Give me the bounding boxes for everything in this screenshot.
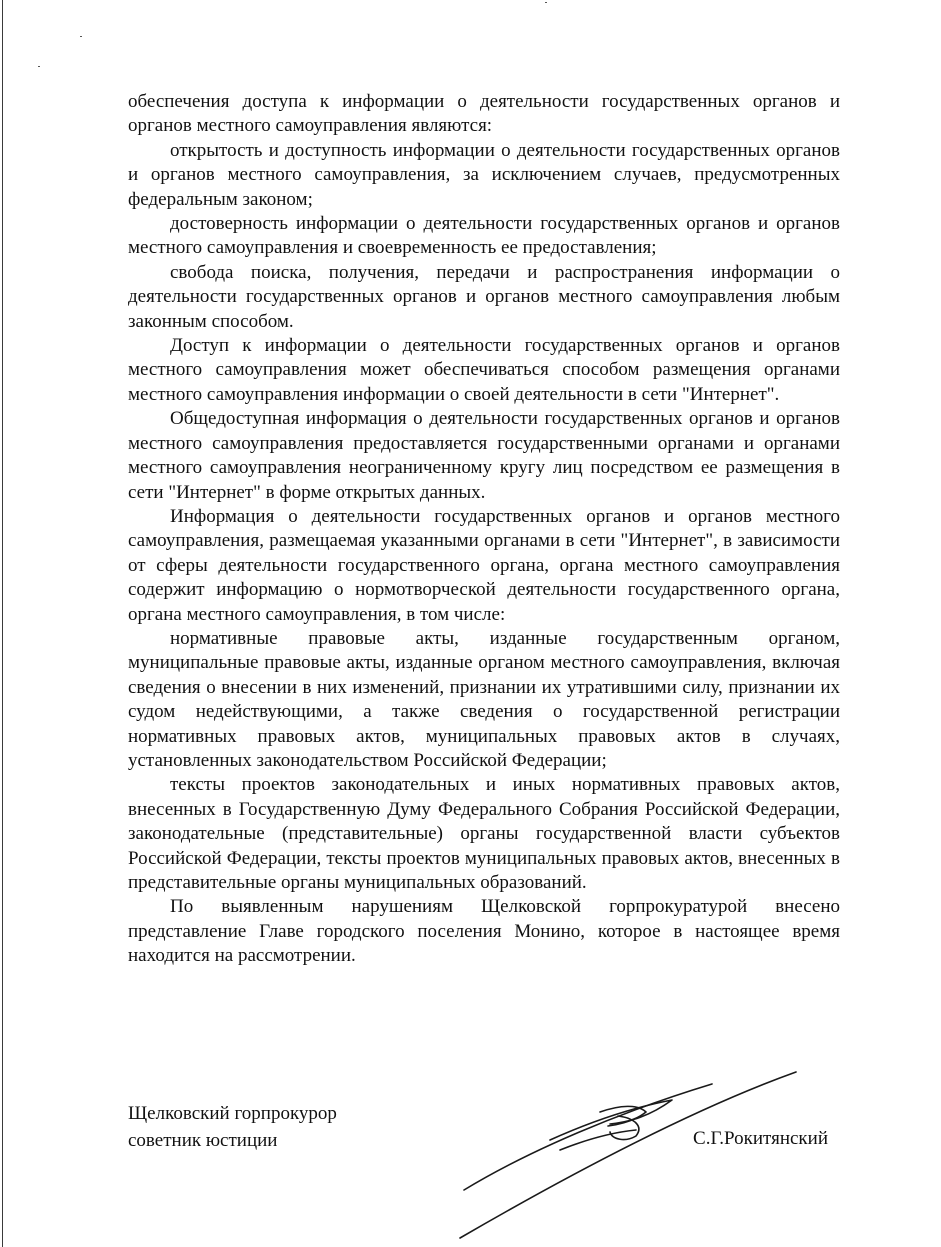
paragraph: обеспечения доступа к информации о деятельности государственных органов и органов местного самоуправления являются: — [128, 91, 840, 137]
paragraph: Общедоступная информация о деятельности государственных органов и органов местного самоуправления предоставляется государственными органами и органами местного самоуправления неограниченному кругу лиц посредством ее размещения в сети "Интернет" в форме открытых данных. — [128, 408, 840, 503]
signer-position: Щелковский горпрокурор — [128, 1103, 337, 1124]
paragraph: По выявленным нарушениям Щелковской горпрокуратурой внесено представление Главе городского поселения Монино, которое в настоящее время находится на рассмотрении. — [128, 896, 840, 967]
paragraph: достоверность информации о деятельности государственных органов и органов местного самоуправления и своевременность ее предоставления; — [128, 213, 840, 259]
scan-speck — [545, 2, 547, 3]
paragraph: Информация о деятельности государственных органов и органов местного самоуправления, размещаемая указанными органами в сети "Интернет", в зависимости от сферы деятельности государственного органа, органа местного самоуправления содержит информацию о нормотворческой деятельности государственного органа, органа местного самоуправления, в том числе: — [128, 505, 840, 625]
signature-block — [128, 1100, 840, 1240]
signer-name: С.Г.Рокитянский — [693, 1128, 828, 1149]
paragraph: нормативные правовые акты, изданные государственным органом, муниципальные правовые акты, изданные органом местного самоуправления, включая сведения о внесении в них изменений, признании их утратившими силу, признании их судом недействующими, а также сведения о государственной регистрации нормативных правовых актов, муниципальных правовых актов в случаях, установленных законодательством Российской Федерации; — [128, 627, 840, 771]
scan-speck — [38, 66, 40, 67]
paragraph: открытость и доступность информации о деятельности государственных органов и органов местного самоуправления, за исключением случаев, предусмотренных федеральным законом; — [128, 139, 840, 210]
scan-speck — [80, 36, 82, 37]
signer-rank: советник юстиции — [128, 1130, 278, 1151]
signer-title — [128, 1100, 337, 1154]
paragraph: тексты проектов законодательных и иных нормативных правовых актов, внесенных в Государственную Думу Федерального Собрания Российской Федерации, законодательные (представительные) органы государственной власти субъектов Российской Федерации, тексты проектов муниципальных правовых актов, внесенных в представительные органы муниципальных образований. — [128, 774, 840, 893]
document-body — [128, 90, 840, 969]
paragraph: Доступ к информации о деятельности государственных органов и органов местного самоуправления может обеспечиваться способом размещения органами местного самоуправления информации о своей деятельности в сети "Интернет". — [128, 335, 840, 405]
scan-edge-line — [2, 0, 3, 1247]
paragraph: свобода поиска, получения, передачи и распространения информации о деятельности государственных органов и органов местного самоуправления любым законным способом. — [128, 261, 840, 332]
